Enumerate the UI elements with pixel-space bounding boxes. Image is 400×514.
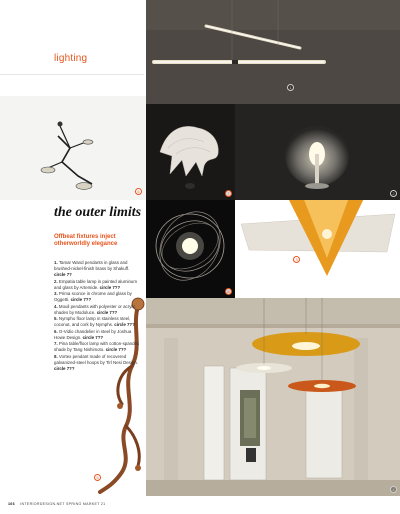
wand-pendant-photo <box>146 0 400 104</box>
caption-circle: circle 7?? <box>54 365 75 371</box>
image-number-badge: 3 <box>293 256 300 263</box>
image-number-badge: 5 <box>94 474 101 481</box>
article-headline: the outer limits <box>54 205 142 220</box>
caption-text: Prima sconce in chrome and glass by Oggetti. <box>54 291 132 302</box>
caption-circle: circle 7? <box>54 272 72 277</box>
caption-text: Mouil pendants with polyester or acrylic shades by Modoluce. <box>54 303 136 315</box>
caption-circle: circle 7?? <box>70 297 92 302</box>
caption-text: Pina table/floor lamp with cotton-spandex shade by Tang Nishimoto. <box>54 341 140 352</box>
caption-number: 8. <box>54 353 58 359</box>
image-number-badge: 1 <box>287 84 294 91</box>
caption-text: Vortex pendant made of recovered galvanized-steel hoops by Tirl Nesi Design. <box>54 353 138 365</box>
sculptural-lamp-photo <box>146 104 235 200</box>
page-number: 166 <box>8 502 15 506</box>
caption-text: Tamar Wand pendants in glass and brushed-nickel-finish brass by Shakuff. <box>54 260 130 271</box>
image-number-badge: 4 <box>390 486 397 493</box>
caption-circle: circle 7?? <box>105 347 127 352</box>
empatia-lamp-photo <box>235 104 400 200</box>
caption-item <box>54 341 142 353</box>
caption-text: O-Vidio chandelier in steel by Joshua Howe Design. <box>54 328 132 340</box>
caption-item <box>54 316 142 328</box>
image-number-badge: 2 <box>390 190 397 197</box>
folio-text: INTERIORDESIGN.NET SPRING MARKET 21 <box>20 502 106 506</box>
caption-circle: circle 7?? <box>114 322 135 327</box>
header-rule <box>0 74 144 75</box>
chandelier-photo <box>0 96 146 200</box>
caption-circle: circle 7?? <box>82 334 104 340</box>
mouil-pendant-photo <box>235 200 400 298</box>
image-number-badge: 6 <box>135 188 142 195</box>
image-number-badge: 8 <box>225 288 232 295</box>
caption-item <box>54 354 142 372</box>
image-number-badge: 7 <box>225 190 232 197</box>
caption-number: 7. <box>54 341 58 346</box>
caption-list <box>54 260 142 372</box>
folio-line <box>8 502 105 506</box>
caption-text: Nympho floor lamp in stainless steel, coconut, and cork by Nymphs. <box>54 316 131 327</box>
caption-item <box>54 329 142 341</box>
caption-item <box>54 260 142 278</box>
caption-number: 2. <box>54 278 58 284</box>
page-footer <box>0 500 400 514</box>
caption-item <box>54 304 142 316</box>
caption-circle: circle 7?? <box>99 284 121 290</box>
article-deck: Offbeat fixtures inject otherworldly elegance <box>54 234 118 248</box>
vortex-pendant-photo <box>146 200 235 298</box>
caption-number: 5. <box>54 316 58 321</box>
caption-circle: circle 7?? <box>96 309 118 315</box>
caption-number: 6. <box>54 328 58 334</box>
caption-item <box>54 279 142 291</box>
caption-number: 4. <box>54 303 58 309</box>
caption-number: 3. <box>54 291 58 296</box>
caption-text: Empatia table lamp in painted aluminum and glass by Artemide. <box>54 278 138 290</box>
interior-room-photo <box>146 298 400 496</box>
caption-item <box>54 291 142 303</box>
caption-number: 1. <box>54 260 58 265</box>
section-label: lighting <box>54 53 88 64</box>
